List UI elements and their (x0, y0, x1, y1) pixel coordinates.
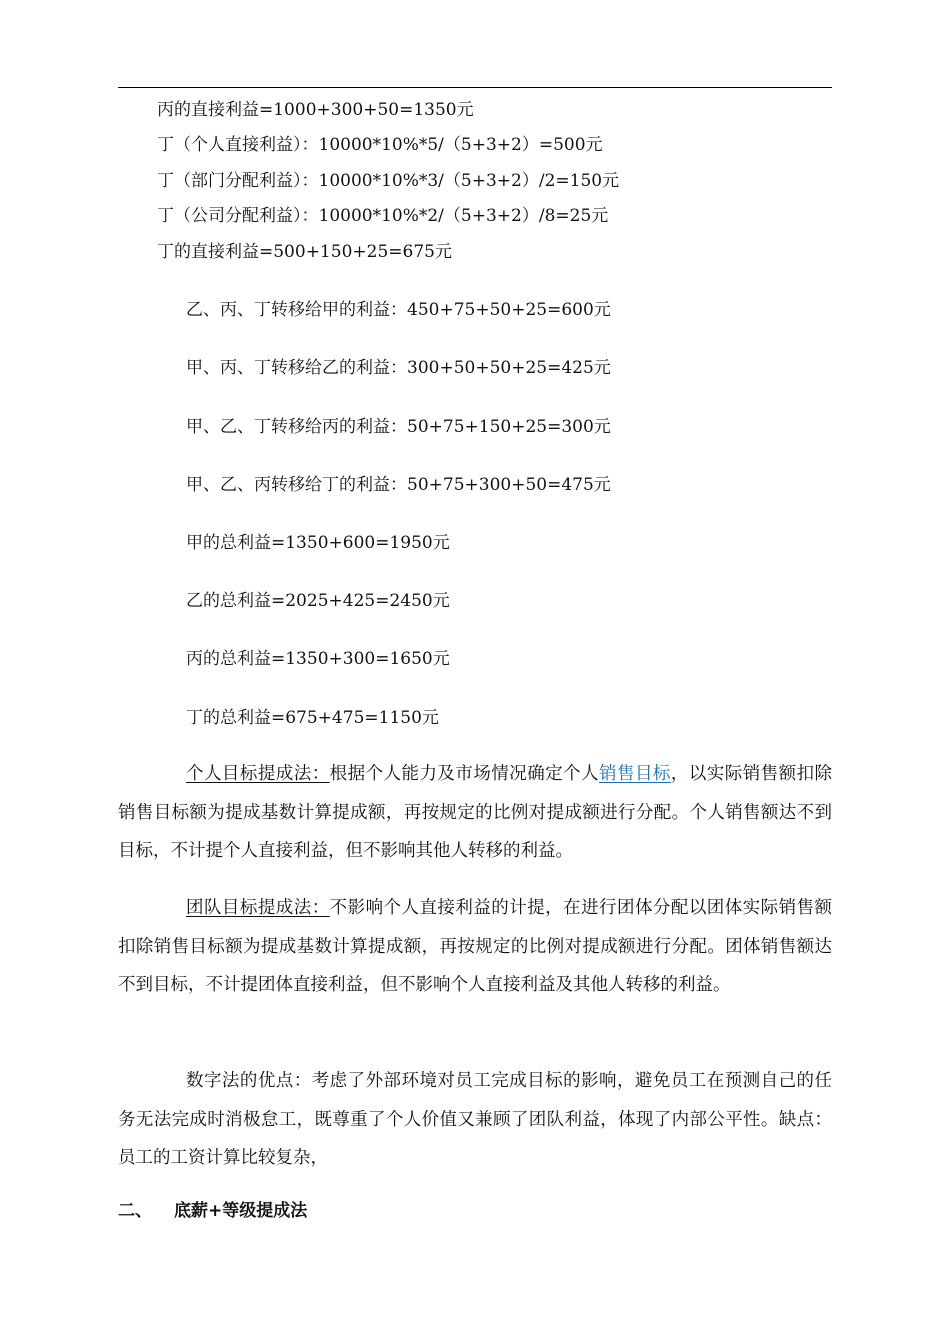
transfer-line: 甲、乙、丁转移给丙的利益：50+75+150+25=300元 (186, 417, 611, 437)
paragraph-text: ，以实际销售额扣除销售目标额为提成基数计算提成额，再按规定的比例对提成额进行分配。个人销售额达不到目标，不计提个人直接利益，但不影响其他人转移的利益。 (118, 764, 833, 861)
calc-line: 丁（部门分配利益）：10000*10%*3/（5+3+2）/2=150元 (157, 171, 620, 191)
transfer-line: 乙、丙、丁转移给甲的利益：450+75+50+25=600元 (186, 300, 611, 320)
header-rule (118, 87, 832, 88)
total-line: 丙的总利益=1350+300=1650元 (186, 649, 450, 669)
section-title: 底薪+等级提成法 (174, 1201, 308, 1221)
total-line: 乙的总利益=2025+425=2450元 (186, 591, 450, 611)
paragraph-pros-cons: 数字法的优点：考虑了外部环境对员工完成目标的影响，避免员工在预测自己的任务无法完成时消极怠工，既尊重了个人价值又兼顾了团队利益，体现了内部公平性。缺点：员工的工资计算比较复杂， (118, 1071, 832, 1168)
calc-line: 丙的直接利益=1000+300+50=1350元 (157, 100, 474, 120)
term-individual-target: 个人目标提成法： (186, 764, 330, 784)
paragraph-text: 不影响个人直接利益的计提，在进行团体分配以团体实际销售额扣除销售目标额为提成基数计算提成额，再按规定的比例对提成额进行分配。团体销售额达不到目标，不计提团体直接利益，但不影响个人直接利益及其他人转移的利益。 (118, 898, 833, 995)
paragraph-team-target (118, 889, 832, 1005)
total-line: 丁的总利益=675+475=1150元 (186, 708, 439, 728)
calc-line: 丁（公司分配利益）：10000*10%*2/（5+3+2）/8=25元 (157, 206, 609, 226)
section-heading (118, 1199, 307, 1223)
transfer-line: 甲、乙、丙转移给丁的利益：50+75+300+50=475元 (186, 475, 611, 495)
paragraph-individual-target (118, 755, 832, 871)
total-line: 甲的总利益=1350+600=1950元 (186, 533, 450, 553)
calc-line: 丁的直接利益=500+150+25=675元 (157, 242, 452, 262)
sales-target-link[interactable]: 销售目标 (599, 764, 671, 784)
section-number: 二、 (118, 1201, 152, 1221)
calc-line: 丁（个人直接利益）：10000*10%*5/（5+3+2）=500元 (157, 135, 603, 155)
paragraph-text: 根据个人能力及市场情况确定个人 (329, 764, 600, 784)
transfer-line: 甲、丙、丁转移给乙的利益：300+50+50+25=425元 (186, 358, 611, 378)
term-team-target: 团队目标提成法： (186, 898, 330, 918)
